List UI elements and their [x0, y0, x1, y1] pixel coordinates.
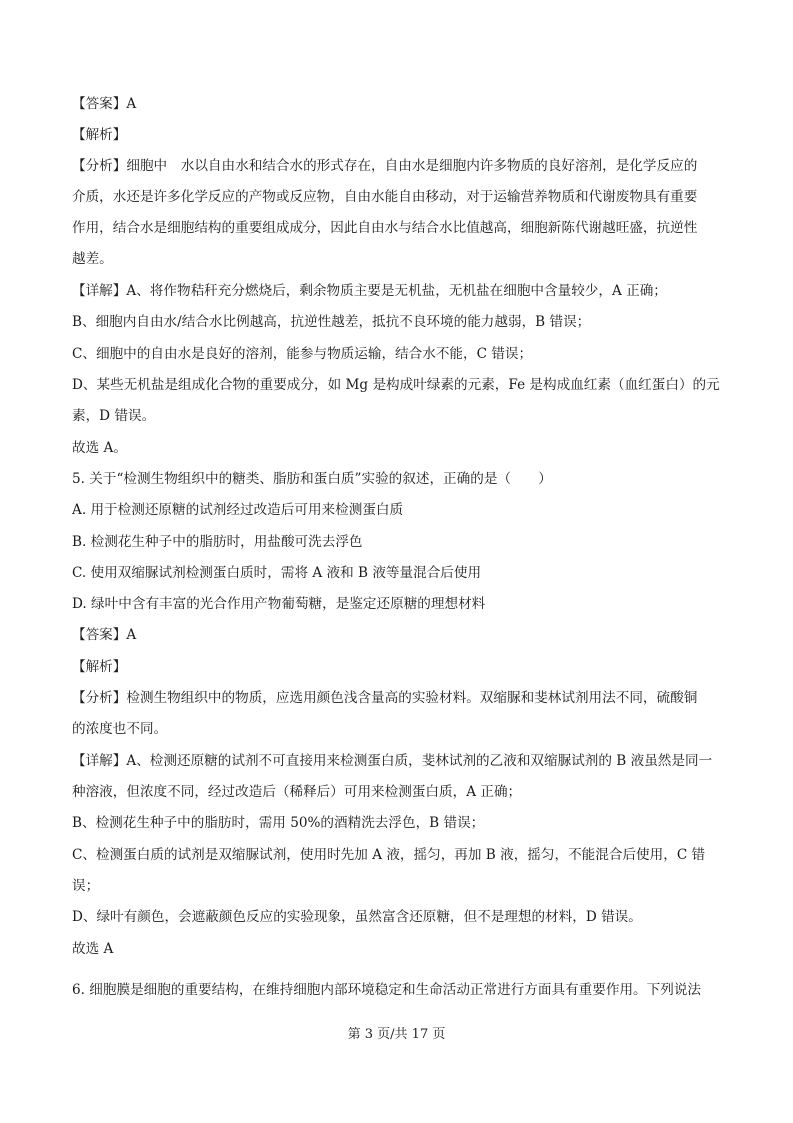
option-b: B. 检测花生种子中的脂肪时，用盐酸可洗去浮色	[72, 534, 363, 550]
text-line: 作用，结合水是细胞结构的重要组成成分，因此自由水与结合水比值越高，细胞新陈代谢越旺盛，抗逆性	[72, 220, 698, 236]
text-line: 【详解】A、检测还原糖的试剂不可直接用来检测蛋白质，斐林试剂的乙液和双缩脲试剂的 B 液虽然是同一	[72, 753, 713, 769]
text-line: 介质，水还是许多化学反应的产物或反应物，自由水能自由移动，对于运输营养物质和代谢废物具有重要	[72, 189, 698, 205]
text-line: 故选 A。	[72, 440, 127, 456]
option-c: C. 使用双缩脲试剂检测蛋白质时，需将 A 液和 B 液等量混合后使用	[72, 565, 482, 581]
text-line: C、检测蛋白质的试剂是双缩脲试剂，使用时先加 A 液，摇匀，再加 B 液，摇匀，不能混合后使用，C 错	[72, 847, 706, 863]
text-line: 【分析】检测生物组织中的物质，应选用颜色浅含量高的实验材料。双缩脲和斐林试剂用法不同，硫酸铜	[72, 690, 698, 706]
text-line: 故选 A	[72, 941, 114, 957]
text-line: 的浓度也不同。	[72, 721, 168, 737]
option-d: D. 绿叶中含有丰富的光合作用产物葡萄糖，是鉴定还原糖的理想材料	[72, 596, 486, 612]
text-line: D、某些无机盐是组成化合物的重要成分，如 Mg 是构成叶绿素的元素，Fe 是构成血红素（血红蛋白）的元	[72, 377, 720, 393]
text-line: 素，D 错误。	[72, 408, 156, 424]
option-a: A. 用于检测还原糖的试剂经过改造后可用来检测蛋白质	[72, 502, 404, 518]
answer-label-q5: 【答案】A	[72, 627, 137, 643]
answer-label-q4: 【答案】A	[72, 96, 137, 112]
text-line: D、绿叶有颜色，会遮蔽颜色反应的实验现象，虽然富含还原糖，但不是理想的材料，D 错误。	[72, 909, 642, 925]
text-line: B、细胞内自由水/结合水比例越高，抗逆性越差，抵抗不良环境的能力越弱，B 错误；	[72, 314, 591, 330]
text-line: 误；	[72, 878, 100, 894]
question-5-stem: 5. 关于“检测生物组织中的糖类、脂肪和蛋白质”实验的叙述，正确的是（ ）	[72, 471, 552, 487]
text-line: B、检测花生种子中的脂肪时，需用 50%的酒精洗去浮色，B 错误；	[72, 815, 485, 831]
text-line: 越差。	[72, 251, 113, 267]
text-line: 【分析】细胞中 水以自由水和结合水的形式存在，自由水是细胞内许多物质的良好溶剂，是化学反应的	[72, 158, 698, 174]
question-6-stem: 6. 细胞膜是细胞的重要结构，在维持细胞内部环境稳定和生命活动正常进行方面具有重要作用。下列说法	[72, 982, 702, 998]
page-footer: 第 3 页/共 17 页	[347, 1027, 446, 1042]
text-line: C、细胞中的自由水是良好的溶剂，能参与物质运输，结合水不能，C 错误；	[72, 346, 533, 362]
text-line: 种溶液，但浓度不同，经过改造后（稀释后）可用来检测蛋白质，A 正确；	[72, 784, 522, 800]
analysis-label-q5: 【解析】	[72, 659, 127, 675]
analysis-label-q4: 【解析】	[72, 127, 127, 143]
text-line: 【详解】A、将作物秸秆充分燃烧后，剩余物质主要是无机盐，无机盐在细胞中含量较少，A 正确；	[72, 283, 667, 299]
